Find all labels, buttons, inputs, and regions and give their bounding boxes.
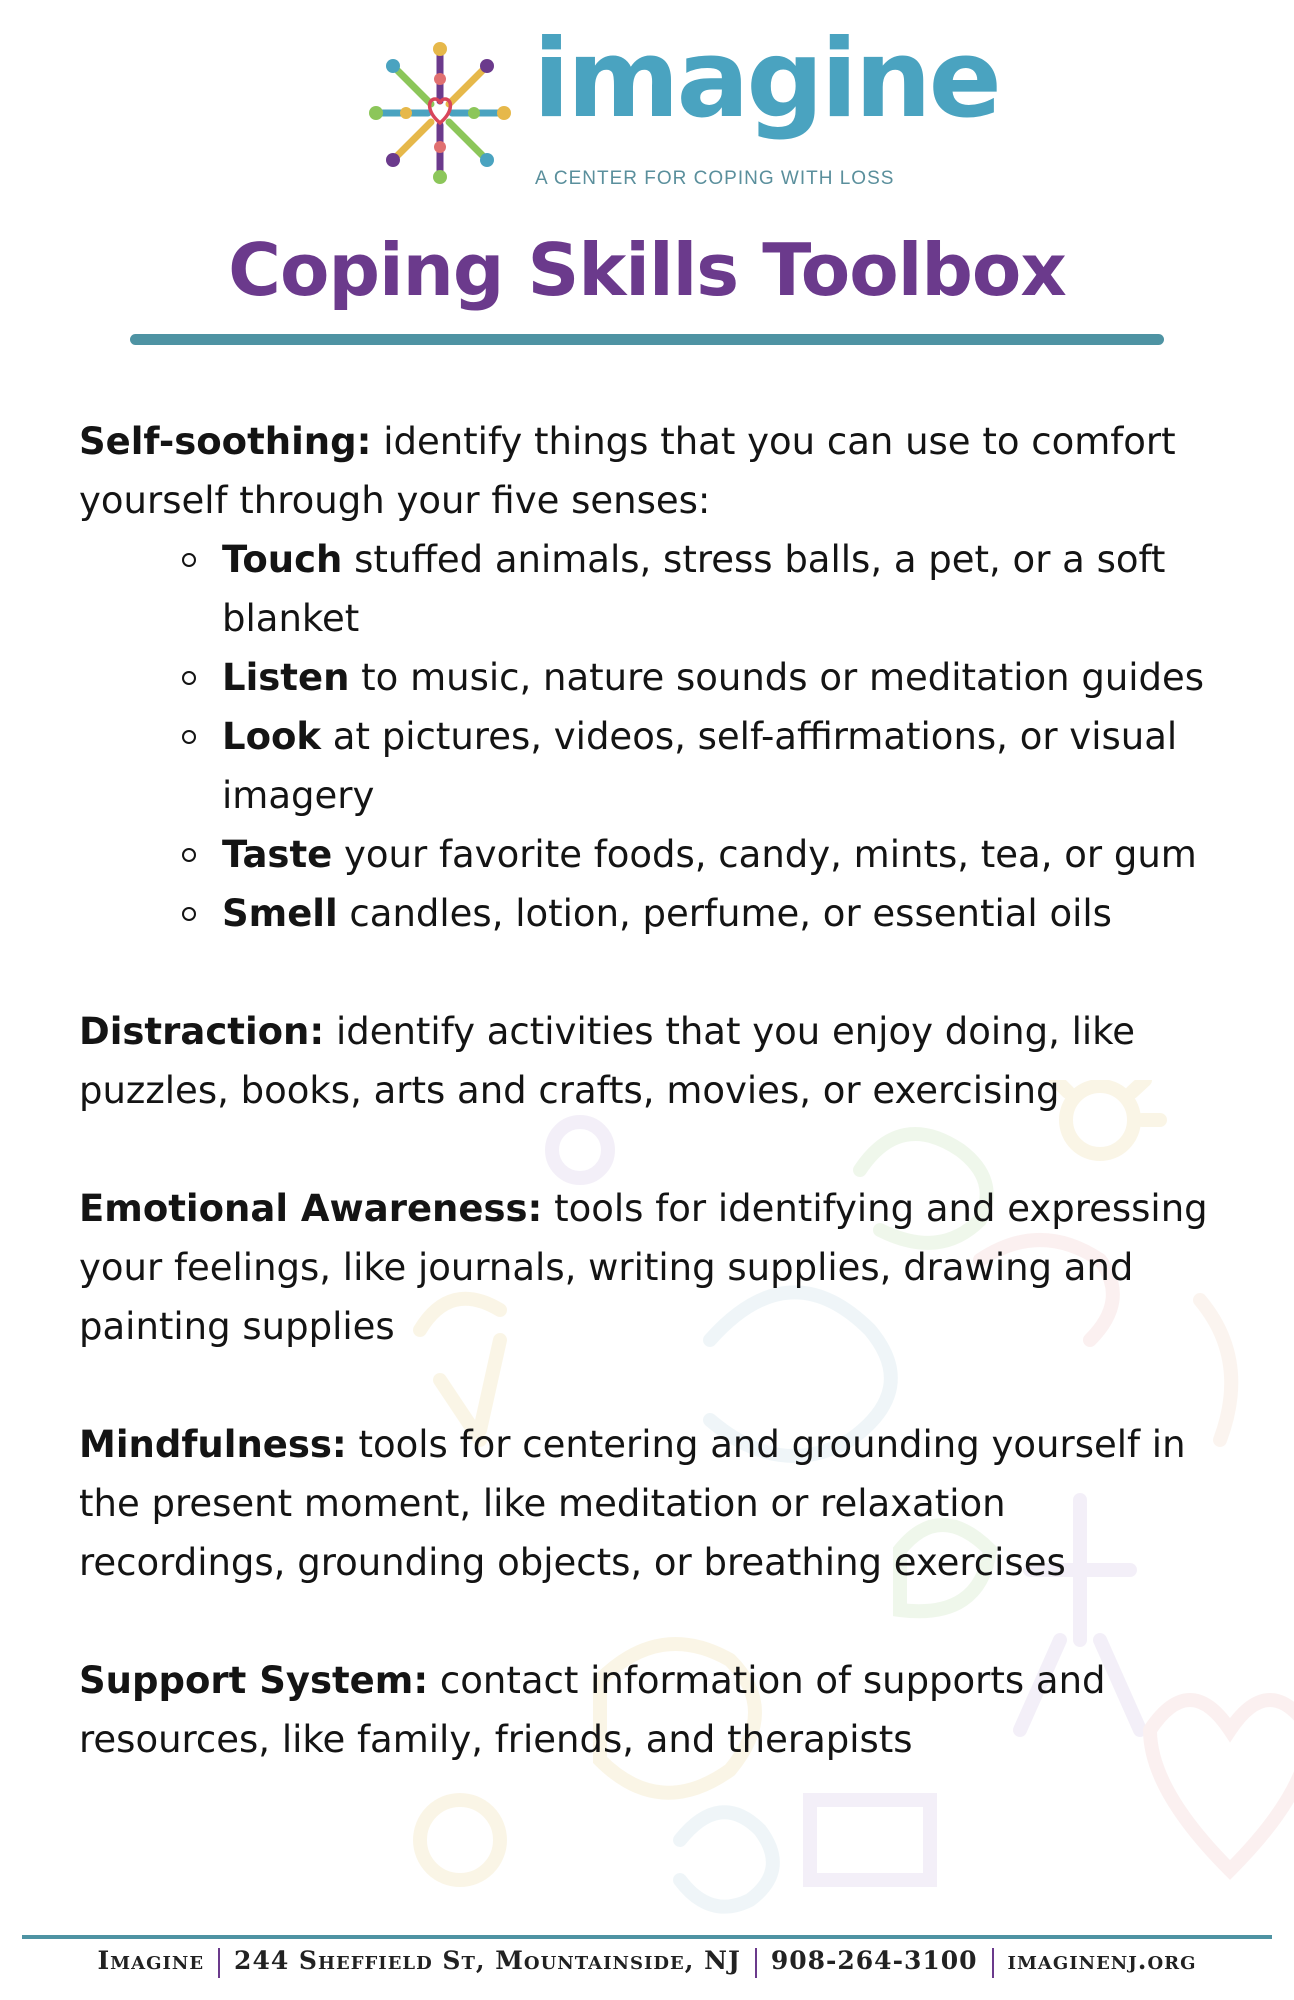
list-item <box>222 707 1209 825</box>
footer-address: 244 Sheffield St, Mountainside, NJ <box>234 1946 741 1975</box>
brand-tagline: A CENTER FOR COPING WITH LOSS <box>535 168 895 189</box>
footer <box>0 1946 1294 1978</box>
list-item <box>222 884 1209 943</box>
list-item <box>222 530 1209 648</box>
section-term: Support System: <box>79 1659 429 1702</box>
section-support-system <box>79 1651 1209 1769</box>
mandala-logo-icon <box>365 38 515 188</box>
section-term: Mindfulness: <box>79 1423 347 1466</box>
footer-rule <box>22 1935 1272 1939</box>
sense-text: candles, lotion, perfume, or essential oils <box>337 892 1112 935</box>
section-paragraph <box>79 412 1209 530</box>
sense-term: Taste <box>222 833 333 876</box>
section-emotional-awareness <box>79 1179 1209 1356</box>
footer-separator <box>218 1948 220 1978</box>
section-self-soothing <box>79 412 1209 943</box>
list-item <box>222 648 1209 707</box>
senses-list <box>79 530 1209 943</box>
footer-separator <box>992 1948 994 1978</box>
section-paragraph <box>79 1002 1209 1120</box>
sense-term: Look <box>222 715 322 758</box>
section-text: tools for centering and grounding yourself in the present moment, like meditation or relaxation recordings, grounding objects, or breathing exercises <box>79 1423 1186 1584</box>
section-text: identify things that you can use to comfort yourself through your five senses: <box>79 420 1176 522</box>
section-text: contact information of supports and resources, like family, friends, and therapists <box>79 1659 1106 1761</box>
logo <box>365 17 999 198</box>
sense-text: at pictures, videos, self-affirmations, or visual imagery <box>222 715 1178 817</box>
section-paragraph <box>79 1651 1209 1769</box>
page-title: Coping Skills Toolbox <box>228 228 1066 312</box>
sense-text: your favorite foods, candy, mints, tea, or gum <box>332 833 1197 876</box>
section-term: Self-soothing: <box>79 420 372 463</box>
title-underline <box>130 334 1164 345</box>
list-item <box>222 825 1209 884</box>
footer-website[interactable]: imaginenj.org <box>1007 1946 1197 1975</box>
sense-term: Smell <box>222 892 338 935</box>
section-text: identify activities that you enjoy doing, like puzzles, books, arts and crafts, movies, or exercising <box>79 1010 1136 1112</box>
footer-org: Imagine <box>97 1946 205 1975</box>
section-distraction <box>79 1002 1209 1120</box>
section-term: Emotional Awareness: <box>79 1187 543 1230</box>
sense-text: to music, nature sounds or meditation guides <box>349 656 1205 699</box>
section-text: tools for identifying and expressing your feelings, like journals, writing supplies, drawing and painting supplies <box>79 1187 1208 1348</box>
section-paragraph <box>79 1179 1209 1356</box>
section-mindfulness <box>79 1415 1209 1592</box>
sense-term: Touch <box>222 538 343 581</box>
brand-name: imagine <box>533 17 999 142</box>
sense-text: stuffed animals, stress balls, a pet, or a soft blanket <box>222 538 1166 640</box>
footer-phone: 908-264-3100 <box>770 1946 978 1975</box>
content <box>79 412 1209 1828</box>
section-term: Distraction: <box>79 1010 325 1053</box>
section-paragraph <box>79 1415 1209 1592</box>
footer-separator <box>755 1948 757 1978</box>
sense-term: Listen <box>222 656 350 699</box>
